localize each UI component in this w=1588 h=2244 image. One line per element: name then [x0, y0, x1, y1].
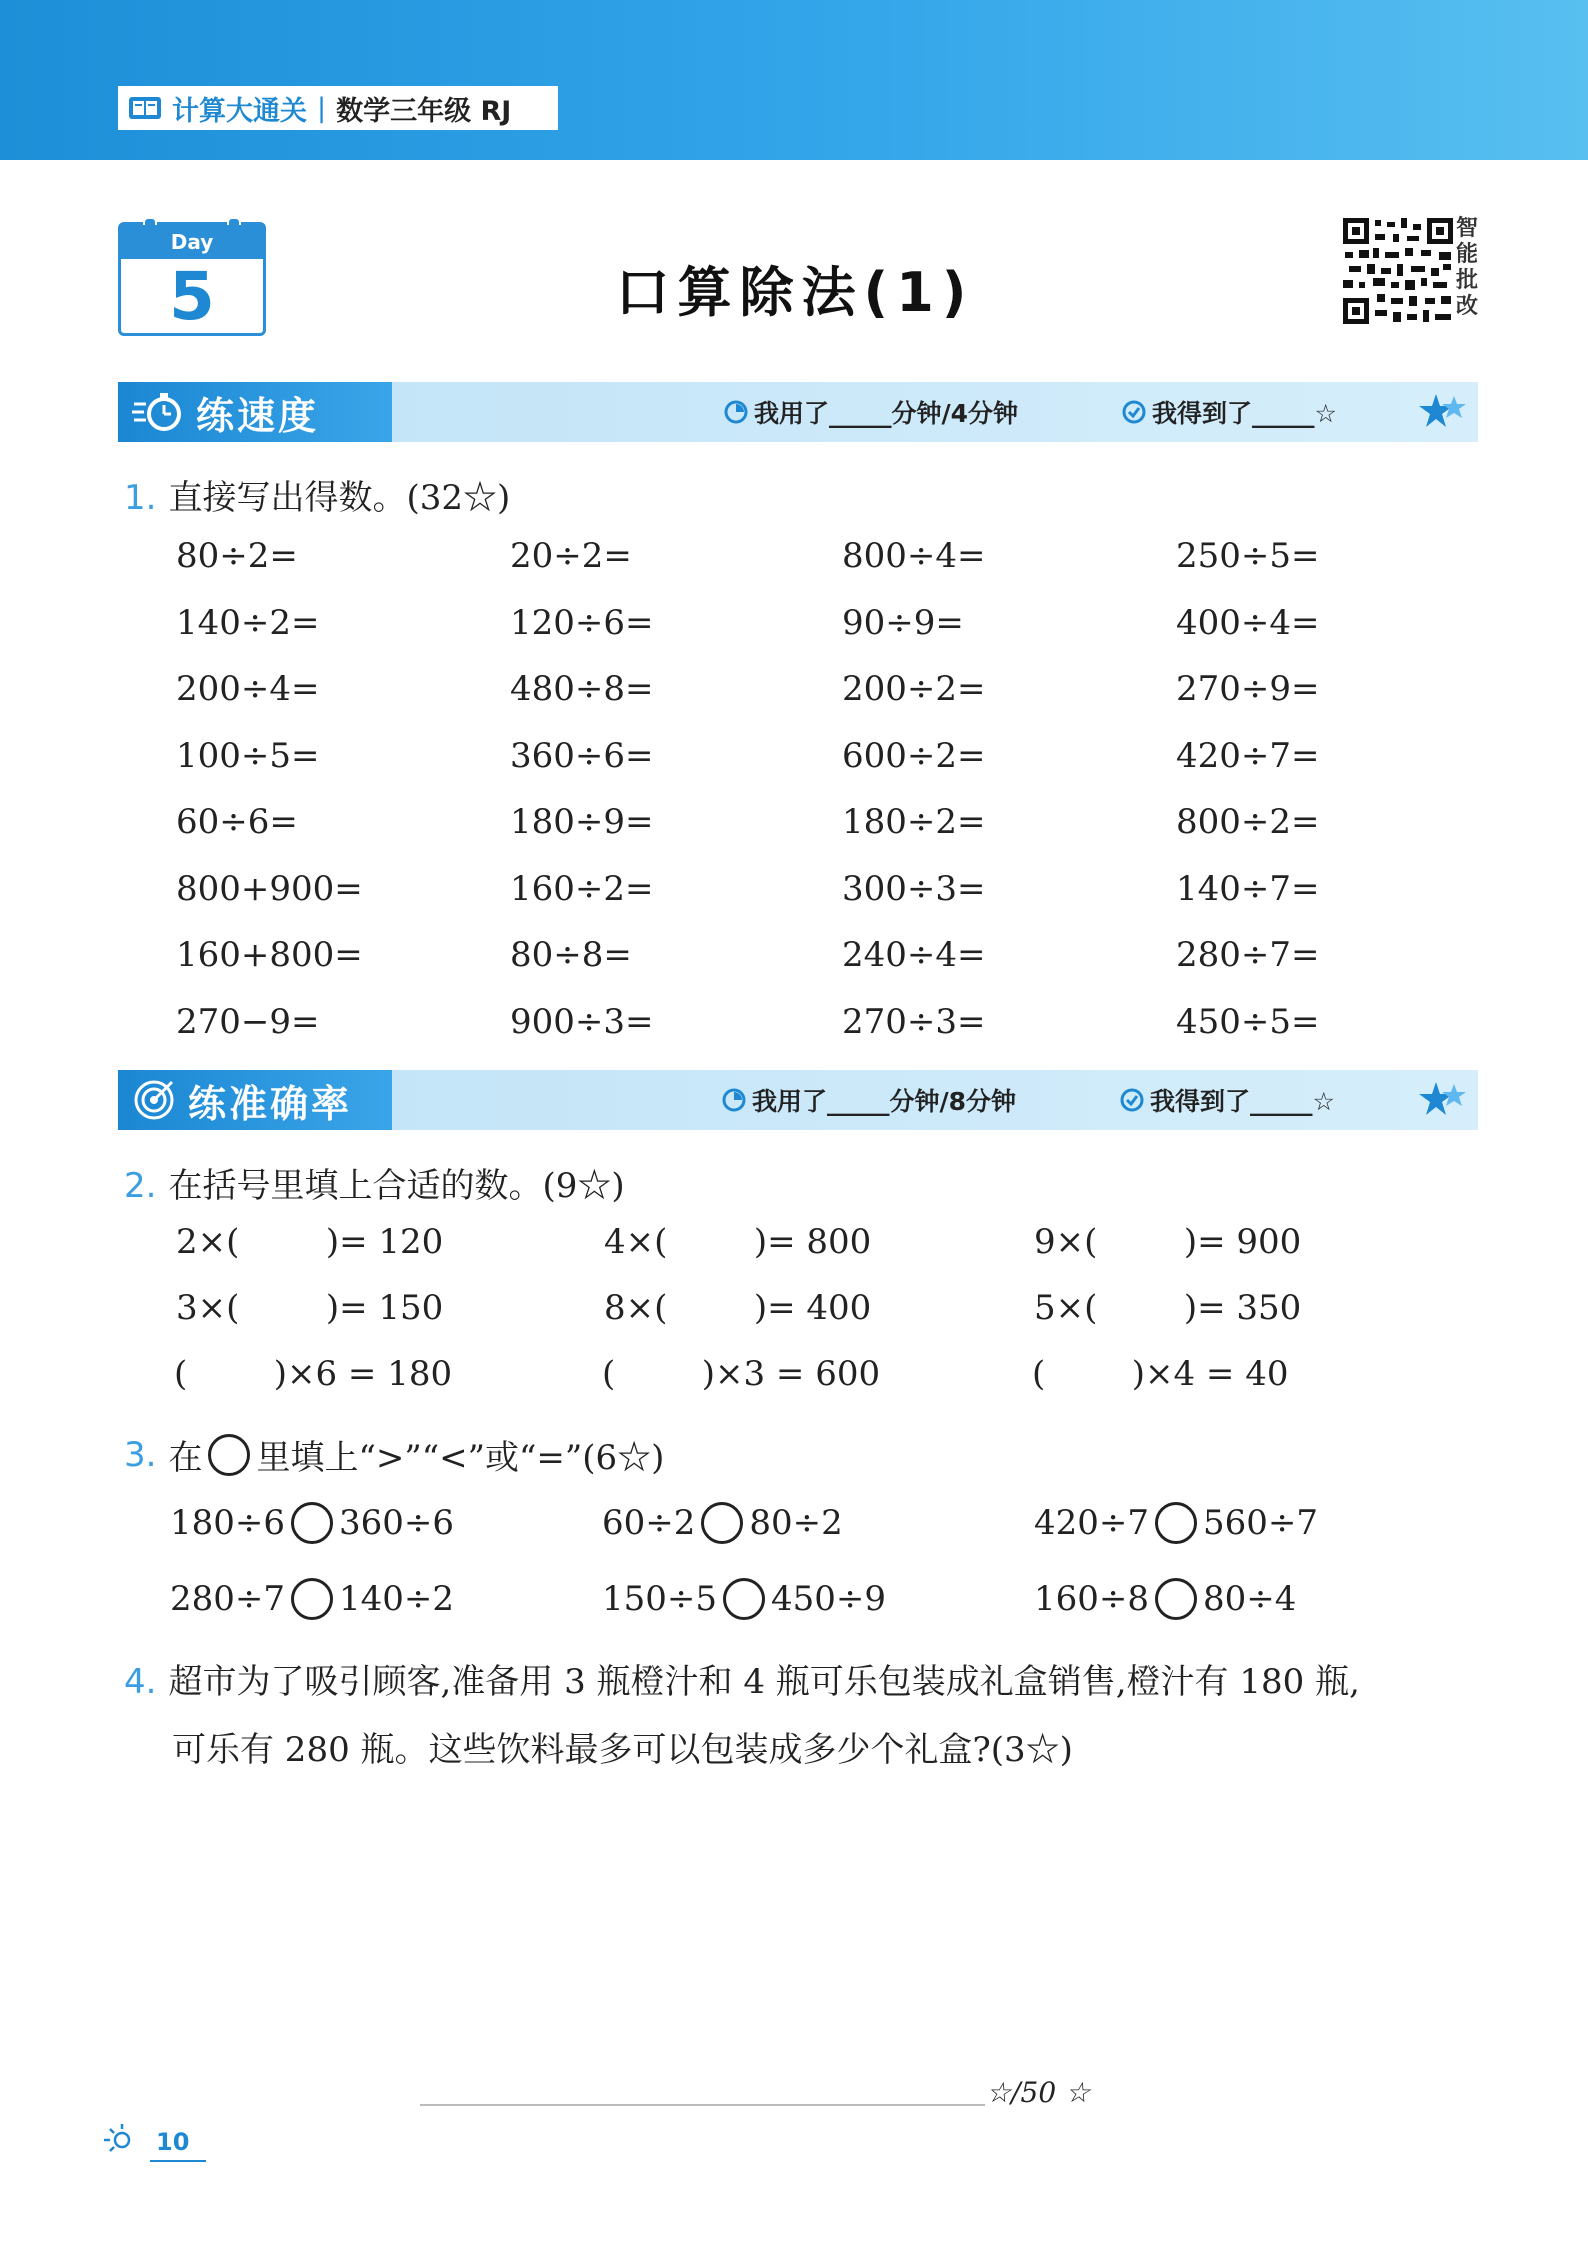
series-name: 计算大通关 — [172, 95, 307, 127]
day-calendar-card — [118, 222, 266, 336]
q2-fill-blank[interactable]: 8×( )= 400 — [604, 1288, 872, 1328]
day-number: 5 — [169, 258, 215, 335]
question-4-text-1: 超市为了吸引顾客,准备用 3 瓶橙汁和 4 瓶可乐包装成礼盒销售,橙汁有 180 瓶, — [168, 1662, 1360, 1702]
q3-comparison — [1034, 1578, 1296, 1620]
q3-left-expression: 420÷7 — [1034, 1503, 1150, 1543]
q3-right-expression: 450÷9 — [771, 1579, 887, 1619]
question-3-text-after: 里填上“>”“<”或“=”(6☆) — [256, 1438, 665, 1478]
q1-expression[interactable]: 20÷2= — [510, 536, 632, 576]
q1-expression[interactable]: 900÷3= — [510, 1001, 654, 1042]
question-4-line-1 — [124, 1654, 1360, 1703]
q1-expression[interactable]: 270÷3= — [842, 1001, 986, 1042]
q1-expression[interactable]: 90÷9= — [842, 602, 964, 643]
q3-comparison — [602, 1578, 886, 1620]
q3-left-expression: 160÷8 — [1034, 1579, 1150, 1619]
q2-fill-blank[interactable]: 3×( )= 150 — [176, 1288, 444, 1328]
book-icon — [128, 95, 162, 121]
q1-expression[interactable]: 800÷2= — [1176, 802, 1320, 842]
stars-decoration-icon — [1418, 392, 1468, 432]
q1-expression[interactable]: 160+800= — [176, 935, 363, 975]
q1-expression[interactable]: 140÷2= — [176, 602, 320, 643]
circle-blank-icon — [208, 1434, 250, 1476]
book-title: 数学三年级 RJ — [336, 95, 512, 127]
question-3-text-before: 在 — [168, 1438, 203, 1478]
stopwatch-icon — [132, 390, 184, 434]
q2-fill-blank[interactable]: ( )×6 = 180 — [174, 1354, 453, 1394]
stars-decoration-icon — [1418, 1080, 1468, 1120]
q3-left-expression: 280÷7 — [170, 1579, 286, 1619]
q1-expression[interactable]: 80÷8= — [510, 935, 632, 975]
q3-comparison — [1034, 1502, 1318, 1544]
q2-fill-blank[interactable]: ( )×3 = 600 — [602, 1354, 881, 1394]
q3-right-expression: 80÷2 — [749, 1503, 843, 1543]
q1-expression[interactable]: 180÷2= — [842, 802, 986, 842]
comparison-circle-input[interactable] — [1155, 1578, 1197, 1620]
section-speed-label: 练速度 — [196, 393, 320, 438]
q1-expression[interactable]: 80÷2= — [176, 536, 298, 576]
question-2-number: 2. — [124, 1166, 157, 1206]
q1-expression[interactable]: 800+900= — [176, 868, 363, 909]
footer-score-line — [420, 2104, 985, 2106]
q3-left-expression: 180÷6 — [170, 1503, 286, 1543]
question-3-number: 3. — [124, 1434, 157, 1475]
q2-fill-blank[interactable]: 4×( )= 800 — [604, 1222, 872, 1262]
q3-right-expression: 360÷6 — [339, 1503, 455, 1543]
q1-expression[interactable]: 800÷4= — [842, 536, 986, 576]
timer-icon — [724, 400, 748, 424]
q1-expression[interactable]: 200÷2= — [842, 669, 986, 709]
q3-comparison — [170, 1502, 454, 1544]
qr-caption: 智能批改 — [1456, 216, 1479, 319]
comparison-circle-input[interactable] — [1155, 1502, 1197, 1544]
header-separator: | — [317, 92, 327, 124]
section-accuracy-tag — [118, 1070, 392, 1130]
question-1-number: 1. — [124, 478, 157, 518]
time-used-field — [722, 1070, 1016, 1130]
q1-expression[interactable]: 280÷7= — [1176, 935, 1320, 975]
q1-expression[interactable]: 270−9= — [176, 1001, 320, 1042]
header-label — [118, 86, 558, 130]
q1-expression[interactable]: 450÷5= — [1176, 1001, 1320, 1042]
q2-fill-blank[interactable]: ( )×4 = 40 — [1032, 1354, 1289, 1394]
score-text: 我得到了_____☆ — [1152, 399, 1337, 428]
q1-expression[interactable]: 120÷6= — [510, 602, 654, 643]
q2-fill-blank[interactable]: 5×( )= 350 — [1034, 1288, 1302, 1328]
time-used-text: 我用了_____分钟/4分钟 — [754, 399, 1019, 428]
question-1-heading — [124, 470, 510, 519]
section-speed-tag — [118, 382, 392, 442]
q1-expression[interactable]: 250÷5= — [1176, 536, 1320, 576]
q1-expression[interactable]: 420÷7= — [1176, 735, 1320, 776]
day-label: Day — [121, 225, 263, 259]
comparison-circle-input[interactable] — [701, 1502, 743, 1544]
sun-icon — [96, 2122, 140, 2158]
score-field — [1120, 1070, 1335, 1130]
section-speed-bar — [118, 382, 1478, 442]
q3-comparison — [602, 1502, 843, 1544]
comparison-circle-input[interactable] — [723, 1578, 765, 1620]
q2-fill-blank[interactable]: 2×( )= 120 — [176, 1222, 444, 1262]
comparison-circle-input[interactable] — [291, 1578, 333, 1620]
page-title: 口算除法(1) — [615, 261, 975, 324]
q3-right-expression: 80÷4 — [1203, 1579, 1297, 1619]
check-circle-icon — [1120, 1088, 1144, 1112]
q3-comparison — [170, 1578, 454, 1620]
section-accuracy-label: 练准确率 — [188, 1081, 353, 1126]
q1-expression[interactable]: 270÷9= — [1176, 669, 1320, 709]
score-field — [1122, 382, 1337, 442]
q1-expression[interactable]: 140÷7= — [1176, 868, 1320, 909]
q3-right-expression: 560÷7 — [1203, 1503, 1319, 1543]
time-used-field — [724, 382, 1018, 442]
question-1-text: 直接写出得数。(32☆) — [168, 478, 511, 518]
header-banner — [0, 0, 1588, 160]
q1-expression[interactable]: 300÷3= — [842, 868, 986, 909]
q1-expression[interactable]: 180÷9= — [510, 802, 654, 842]
page-number-underline — [150, 2160, 206, 2162]
q1-expression[interactable]: 100÷5= — [176, 735, 320, 776]
q3-left-expression: 150÷5 — [602, 1579, 718, 1619]
q1-expression[interactable]: 600÷2= — [842, 735, 986, 776]
comparison-circle-input[interactable] — [291, 1502, 333, 1544]
qr-code-icon[interactable] — [1343, 218, 1453, 324]
q3-left-expression: 60÷2 — [602, 1503, 696, 1543]
q1-expression[interactable]: 160÷2= — [510, 868, 654, 909]
q1-expression[interactable]: 360÷6= — [510, 735, 654, 776]
q1-expression[interactable]: 240÷4= — [842, 935, 986, 975]
q1-expression[interactable]: 60÷6= — [176, 802, 298, 842]
q2-fill-blank[interactable]: 9×( )= 900 — [1034, 1222, 1302, 1262]
section-accuracy-bar — [118, 1070, 1478, 1130]
check-circle-icon — [1122, 400, 1146, 424]
timer-icon — [722, 1088, 746, 1112]
question-2-heading — [124, 1158, 625, 1207]
time-used-text: 我用了_____分钟/8分钟 — [752, 1087, 1017, 1116]
q1-expression[interactable]: 400÷4= — [1176, 602, 1320, 643]
question-3-heading — [124, 1430, 664, 1479]
page-number: 10 — [156, 2128, 190, 2156]
target-icon — [132, 1078, 176, 1122]
question-4-text-2: 可乐有 280 瓶。这些饮料最多可以包装成多少个礼盒?(3☆) — [172, 1730, 1073, 1770]
q1-expression[interactable]: 200÷4= — [176, 669, 320, 709]
question-4-number: 4. — [124, 1662, 157, 1702]
q1-expression[interactable]: 480÷8= — [510, 669, 654, 709]
footer-score: ☆/50 ☆ — [986, 2076, 1091, 2109]
question-2-text: 在括号里填上合适的数。(9☆) — [168, 1166, 625, 1206]
score-text: 我得到了_____☆ — [1150, 1087, 1335, 1116]
q3-right-expression: 140÷2 — [339, 1579, 455, 1619]
